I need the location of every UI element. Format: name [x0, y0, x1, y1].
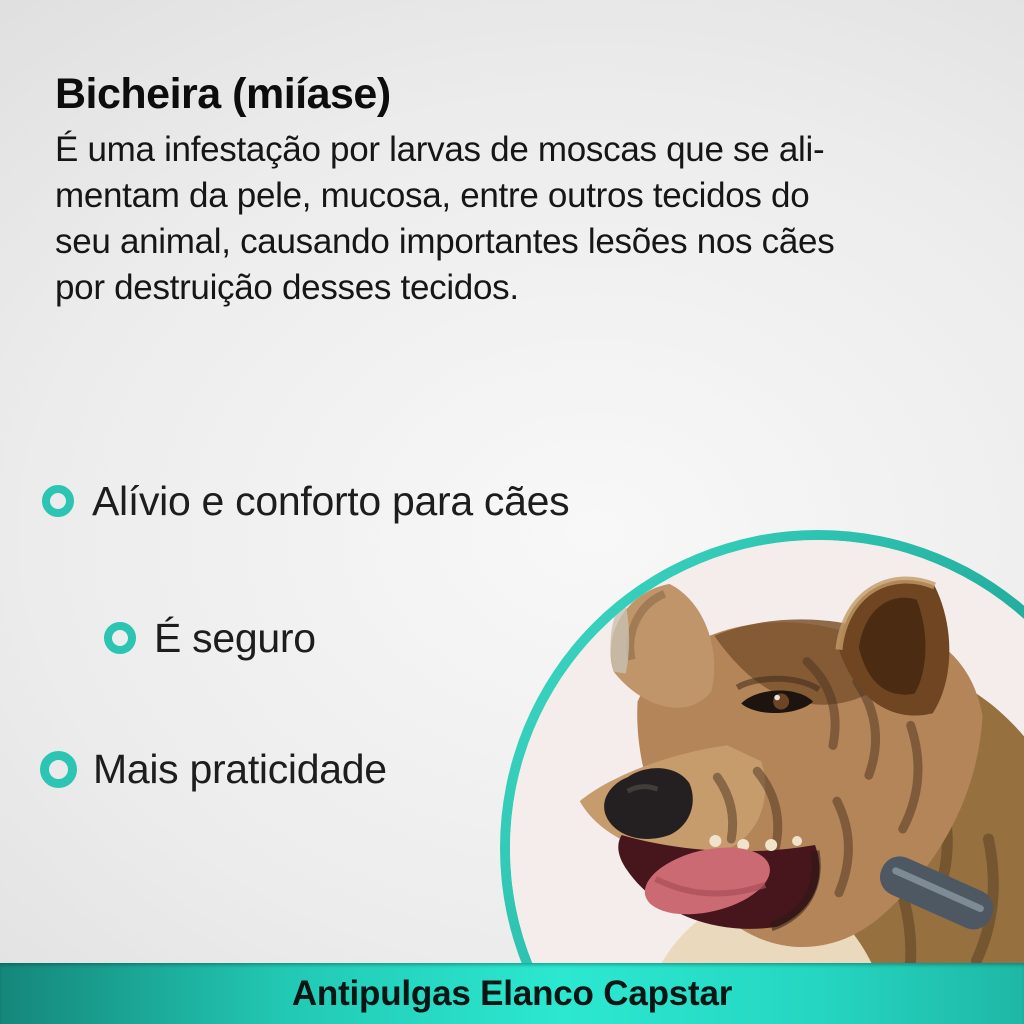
benefit-item-relief: [42, 479, 569, 523]
ring-circle-icon: [104, 622, 136, 654]
intro-paragraph: [55, 127, 945, 311]
intro-line: por destruição desses tecidos.: [55, 268, 519, 307]
benefit-label: Mais praticidade: [93, 745, 387, 792]
footer-banner: [0, 963, 1024, 1024]
intro-line: seu animal, causando importantes lesões nos cães: [55, 222, 835, 261]
dog-illustration: [510, 540, 1024, 1024]
benefit-item-practical: [40, 747, 387, 791]
page-title: Bicheira (miíase): [55, 70, 391, 118]
dog-photo-circle: [500, 530, 1024, 1024]
ring-circle-icon: [40, 751, 77, 788]
benefit-label: Alívio e conforto para cães: [92, 477, 570, 524]
footer-product-label: Antipulgas Elanco Capstar: [291, 973, 733, 1013]
benefit-item-safe: [104, 616, 316, 660]
intro-line: mentam da pele, mucosa, entre outros tecidos do: [55, 176, 810, 215]
benefit-label: É seguro: [154, 614, 316, 661]
dog-photo: [510, 540, 1024, 1024]
ring-circle-icon: [42, 485, 74, 517]
intro-line: É uma infestação por larvas de moscas que se ali-: [55, 130, 825, 169]
